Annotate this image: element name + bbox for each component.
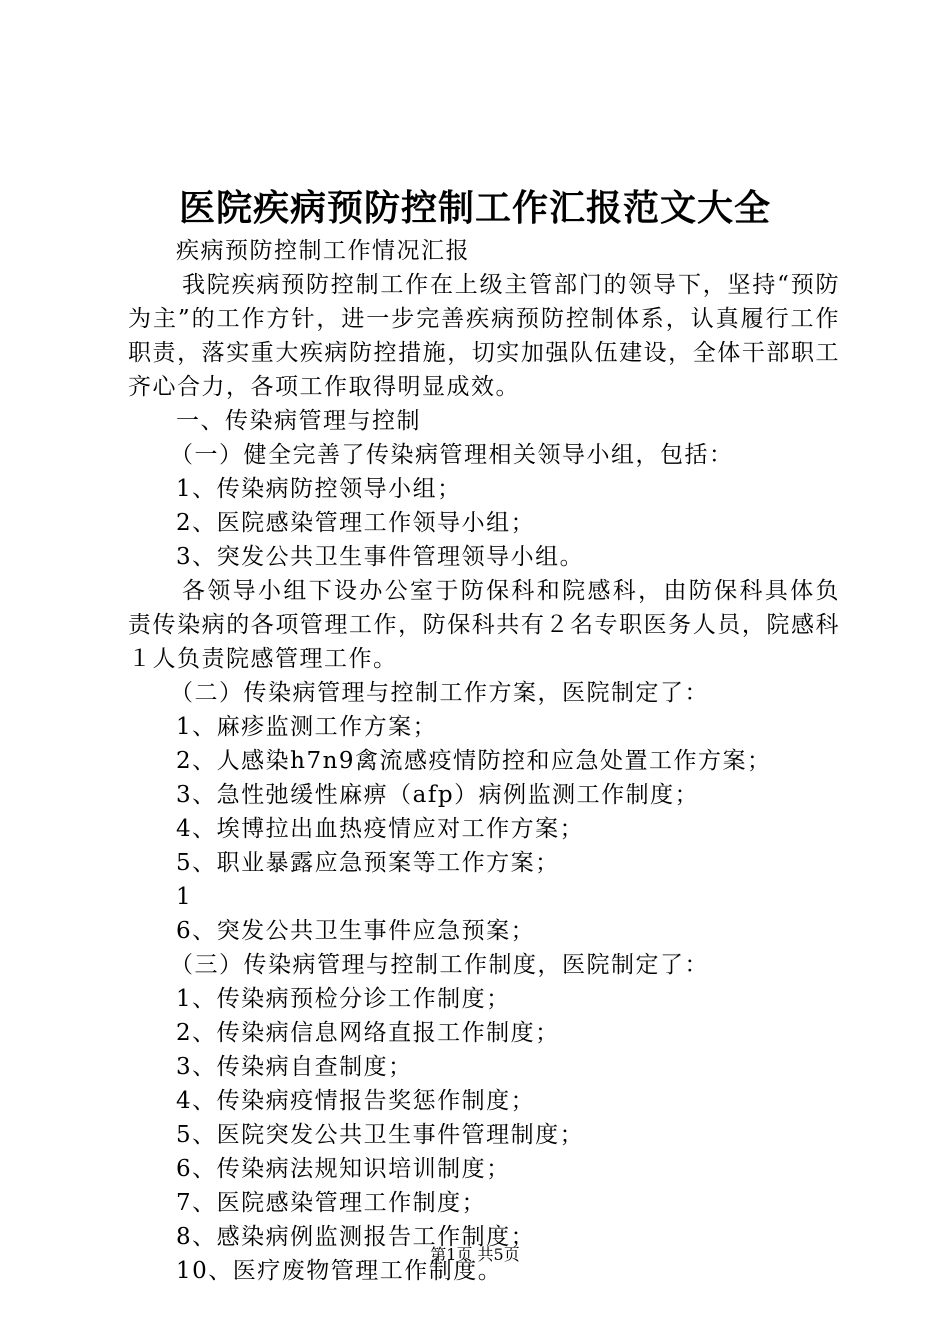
list-item: 2、传染病信息网络直报工作制度；: [176, 1020, 560, 1046]
list-item: 7、医院感染管理工作制度；: [176, 1190, 487, 1216]
section-heading: 一、传染病管理与控制: [176, 408, 421, 434]
list-item: 10、医疗废物管理工作制度。: [176, 1258, 503, 1284]
part-heading: （三）传染病管理与控制工作制度，医院制定了：: [170, 952, 709, 978]
list-item: 1、传染病防控领导小组；: [176, 476, 462, 502]
list-item: 6、传染病法规知识培训制度；: [176, 1156, 511, 1182]
intro-paragraph: 我院疾病预防控制工作在上级主管部门的领导下，坚持“预防为主”的工作方针，进一步完善疾病预防控制体系，认真履行工作职责，落实重大疾病防控措施，切实加强队伍建设，全体干部职工齐心合力，各项工作取得明显成效。: [128, 272, 840, 400]
document-title: 医院疾病预防控制工作汇报范文大全: [178, 187, 771, 229]
page-indicator: 第1页 共5页: [430, 1245, 520, 1264]
report-subtitle: 疾病预防控制工作情况汇报: [176, 238, 470, 264]
list-item: 2、医院感染管理工作领导小组；: [176, 510, 536, 536]
list-item: 3、传染病自查制度；: [176, 1054, 413, 1080]
list-item: 3、急性弛缓性麻痹（afp）病例监测工作制度；: [176, 782, 700, 808]
document-body: [128, 234, 840, 1288]
list-item: 1、麻疹监测工作方案；: [176, 714, 438, 740]
list-item: 5、医院突发公共卫生事件管理制度；: [176, 1122, 585, 1148]
page-break-mark: 1: [176, 884, 193, 910]
list-item: 2、人感染h7n9禽流感疫情防控和应急处置工作方案；: [176, 748, 772, 774]
list-item: 1、传染病预检分诊工作制度；: [176, 986, 511, 1012]
part-heading: （一）健全完善了传染病管理相关领导小组，包括：: [170, 442, 734, 468]
part-heading: （二）传染病管理与控制工作方案，医院制定了：: [170, 680, 709, 706]
list-item: 8、感染病例监测报告工作制度；: [176, 1224, 536, 1250]
list-item: 3、突发公共卫生事件管理领导小组。: [176, 544, 585, 570]
list-item: 4、传染病疫情报告奖惩作制度；: [176, 1088, 536, 1114]
body-paragraph: 各领导小组下设办公室于防保科和院感科，由防保科具体负责传染病的各项管理工作，防保科共有２名专职医务人员，院感科１人负责院感管理工作。: [128, 578, 840, 672]
list-item: 6、突发公共卫生事件应急预案；: [176, 918, 536, 944]
list-item: 5、职业暴露应急预案等工作方案；: [176, 850, 560, 876]
list-item: 4、埃博拉出血热疫情应对工作方案；: [176, 816, 585, 842]
